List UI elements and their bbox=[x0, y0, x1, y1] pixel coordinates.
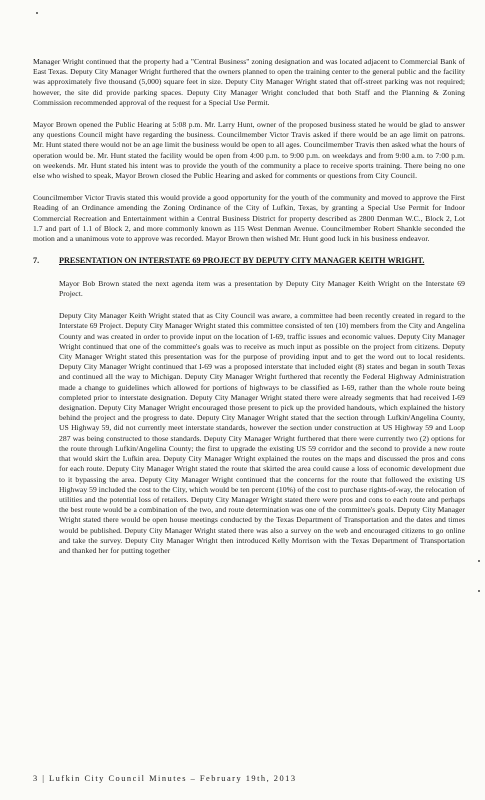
scan-speck bbox=[478, 590, 480, 592]
scan-speck bbox=[36, 12, 38, 14]
scan-speck bbox=[478, 560, 480, 562]
section-heading bbox=[33, 256, 465, 267]
section-title: PRESENTATION ON INTERSTATE 69 PROJECT BY DEPUTY CITY MANAGER KEITH WRIGHT. bbox=[59, 256, 425, 266]
paragraph-public-hearing: Mayor Brown opened the Public Hearing at 5:08 p.m. Mr. Larry Hunt, owner of the proposed business stated he would be glad to answer any questions Council might have regarding the business. Councilmember Victor Travis asked if there would be an age limit on patrons. Mr. Hunt stated there would not be an age limit the business would be open to all ages. Councilmember Travis then asked what the hours of operation would be. Mr. Hunt stated the facility would be open from 4:00 p.m. to 9:00 p.m. on weekdays and from 9:00 a.m. to 7:00 p.m. on weekends. Mr. Hunt stated his intent was to provide the youth of the community a place to receive sports training. There being no one else who wished to speak, Mayor Brown closed the Public Hearing and asked for comments or questions from City Council. bbox=[33, 120, 465, 181]
paragraph-section-intro: Mayor Bob Brown stated the next agenda item was a presentation by Deputy City Manager Keith Wright on the Interstate 69 Project. bbox=[59, 278, 465, 299]
paragraph-section-presentation: Deputy City Manager Keith Wright stated that as City Council was aware, a committee had been recently created in regard to the Interstate 69 Project. Deputy City Manager Wright stated this committee consisted of ten (10) members from the City and Angelina County and was created in order to provide input on the location of I-69, traffic issues and economic values. Deputy City Manager Wright continued that one of the committee's goals was to receive as much input as possible on the project from citizens. Deputy City Manager Wright stated this presentation was for the purpose of providing input and to get the word out to local residents. Deputy City Manager Wright continued that I-69 was a proposed interstate that included eight (8) states and began in south Texas and continued all the way to Michigan. Deputy City Manager Wright furthered that recently the Federal Highway Administration made a change to guidelines which allowed for portions of highways to be classified as I-69, rather than the whole route being completed prior to interstate designation. Deputy City Manager Wright stated there were already segments that had received I-69 designation. Deputy City Manager Wright encouraged those present to pick up the provided handouts, which explained the history behind the project and the progress to date. Deputy City Manager Wright stated that the section through Lufkin/Angelina County, US Highway 59, did not currently meet interstate standards, however the section under construction at US Highway 59 and Loop 287 was being constructed to those standards. Deputy City Manager Wright furthered that there were currently two (2) options for the route through Lufkin/Angelina County; the first to upgrade the existing US 59 corridor and the second to provide a new route that would skirt the Lufkin area. Deputy City Manager Wright explained the routes on the maps and discussed the pros and cons for each route. Deputy City Manager Wright stated the route that skirted the area could cause a loss of economic development due to it bypassing the area. Deputy City Manager Wright continued that the concerns for the route that followed the existing US Highway 59 included the cost to the City, which would be ten percent (10%) of the cost to purchase rights-of-way, the relocation of utilities and the potential loss of retailers. Deputy City Manager Wright stated there were pros and cons to each route and perhaps the best route would be a combination of the two, and route determination was one of the committee's goals. Deputy City Manager Wright stated there would be open house meetings conducted by the Texas Department of Transportation and the dates and times would be published. Deputy City Manager Wright stated there was also a survey on the web and encouraged citizens to go online and take the survey. Deputy City Manager Wright then introduced Kelly Morrison with the Texas Department of Transportation and thanked her for putting together bbox=[59, 311, 465, 555]
paragraph-zoning-details: Manager Wright continued that the property had a "Central Business" zoning designation and was located adjacent to Commercial Bank of East Texas. Deputy City Manager Wright furthered that the owners planned to open the training center to the general public and the facility was approximately five thousand (5,000) square feet in size. Deputy City Manager Wright stated that off-street parking was not required; however, the site did provide parking spaces. Deputy City Manager Wright concluded that both Staff and the Planning & Zoning Commission recommended approval of the request for a Special Use Permit. bbox=[33, 57, 465, 107]
paragraph-motion: Councilmember Victor Travis stated this would provide a good opportunity for the youth of the community and moved to approve the First Reading of an Ordinance amending the Zoning Ordinance of the City of Lufkin, Texas, by granting a Special Use Permit for Indoor Commercial Recreation and Entertainment within a Central Business District for property described as 2800 Denman W.C., Block 2, Lot 1.7 and part of 1.1 of Block 2, and more commonly known as 115 West Denman Avenue. Councilmember Robert Shankle seconded the motion and a unanimous vote to approve was recorded. Mayor Brown then wished Mr. Hunt good luck in his business endeavor. bbox=[33, 193, 465, 244]
page-footer: 3 | Lufkin City Council Minutes – February 19th, 2013 bbox=[33, 774, 297, 783]
minutes-body bbox=[33, 57, 465, 568]
section-number: 7. bbox=[33, 256, 40, 266]
